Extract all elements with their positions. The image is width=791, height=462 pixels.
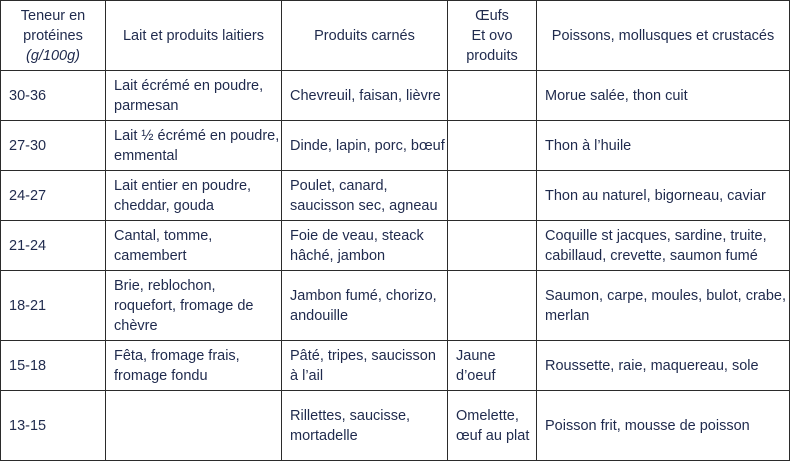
eggs-cell	[448, 221, 537, 271]
range-cell: 15-18	[1, 341, 106, 391]
dairy-cell: Fêta, fromage frais, fromage fondu	[106, 341, 282, 391]
meat-cell: Dinde, lapin, porc, bœuf	[282, 121, 448, 171]
header-meat: Produits carnés	[282, 1, 448, 71]
header-protein-content: Teneur en protéines (g/100g)	[1, 1, 106, 71]
eggs-cell: Omelette, œuf au plat	[448, 391, 537, 461]
seafood-cell: Thon à l’huile	[537, 121, 790, 171]
table-row	[1, 221, 790, 271]
table-row	[1, 391, 790, 461]
table-row	[1, 171, 790, 221]
header-eggs: Œufs Et ovo produits	[448, 1, 537, 71]
range-cell: 30-36	[1, 71, 106, 121]
seafood-cell: Morue salée, thon cuit	[537, 71, 790, 121]
dairy-cell: Cantal, tomme, camembert	[106, 221, 282, 271]
range-cell: 24-27	[1, 171, 106, 221]
table-row	[1, 271, 790, 341]
header-seafood: Poissons, mollusques et crustacés	[537, 1, 790, 71]
meat-cell: Rillettes, saucisse, mortadelle	[282, 391, 448, 461]
meat-cell: Pâté, tripes, saucisson à l’ail	[282, 341, 448, 391]
table-row	[1, 341, 790, 391]
range-cell: 18-21	[1, 271, 106, 341]
header-dairy: Lait et produits laitiers	[106, 1, 282, 71]
range-cell: 27-30	[1, 121, 106, 171]
eggs-cell	[448, 271, 537, 341]
table-row	[1, 121, 790, 171]
dairy-cell: Brie, reblochon, roquefort, fromage de chèvre	[106, 271, 282, 341]
eggs-cell	[448, 71, 537, 121]
eggs-cell	[448, 171, 537, 221]
header-row	[1, 1, 790, 71]
eggs-cell: Jaune d’oeuf	[448, 341, 537, 391]
meat-cell: Jambon fumé, chorizo, andouille	[282, 271, 448, 341]
seafood-cell: Poisson frit, mousse de poisson	[537, 391, 790, 461]
seafood-cell: Coquille st jacques, sardine, truite, cabillaud, crevette, saumon fumé	[537, 221, 790, 271]
dairy-cell: Lait ½ écrémé en poudre, emmental	[106, 121, 282, 171]
meat-cell: Foie de veau, steack hâché, jambon	[282, 221, 448, 271]
table-row	[1, 71, 790, 121]
range-cell: 21-24	[1, 221, 106, 271]
dairy-cell: Lait entier en poudre, cheddar, gouda	[106, 171, 282, 221]
seafood-cell: Saumon, carpe, moules, bulot, crabe, merlan	[537, 271, 790, 341]
dairy-cell	[106, 391, 282, 461]
dairy-cell: Lait écrémé en poudre, parmesan	[106, 71, 282, 121]
meat-cell: Chevreuil, faisan, lièvre	[282, 71, 448, 121]
meat-cell: Poulet, canard, saucisson sec, agneau	[282, 171, 448, 221]
eggs-cell	[448, 121, 537, 171]
range-cell: 13-15	[1, 391, 106, 461]
seafood-cell: Thon au naturel, bigorneau, caviar	[537, 171, 790, 221]
seafood-cell: Roussette, raie, maquereau, sole	[537, 341, 790, 391]
